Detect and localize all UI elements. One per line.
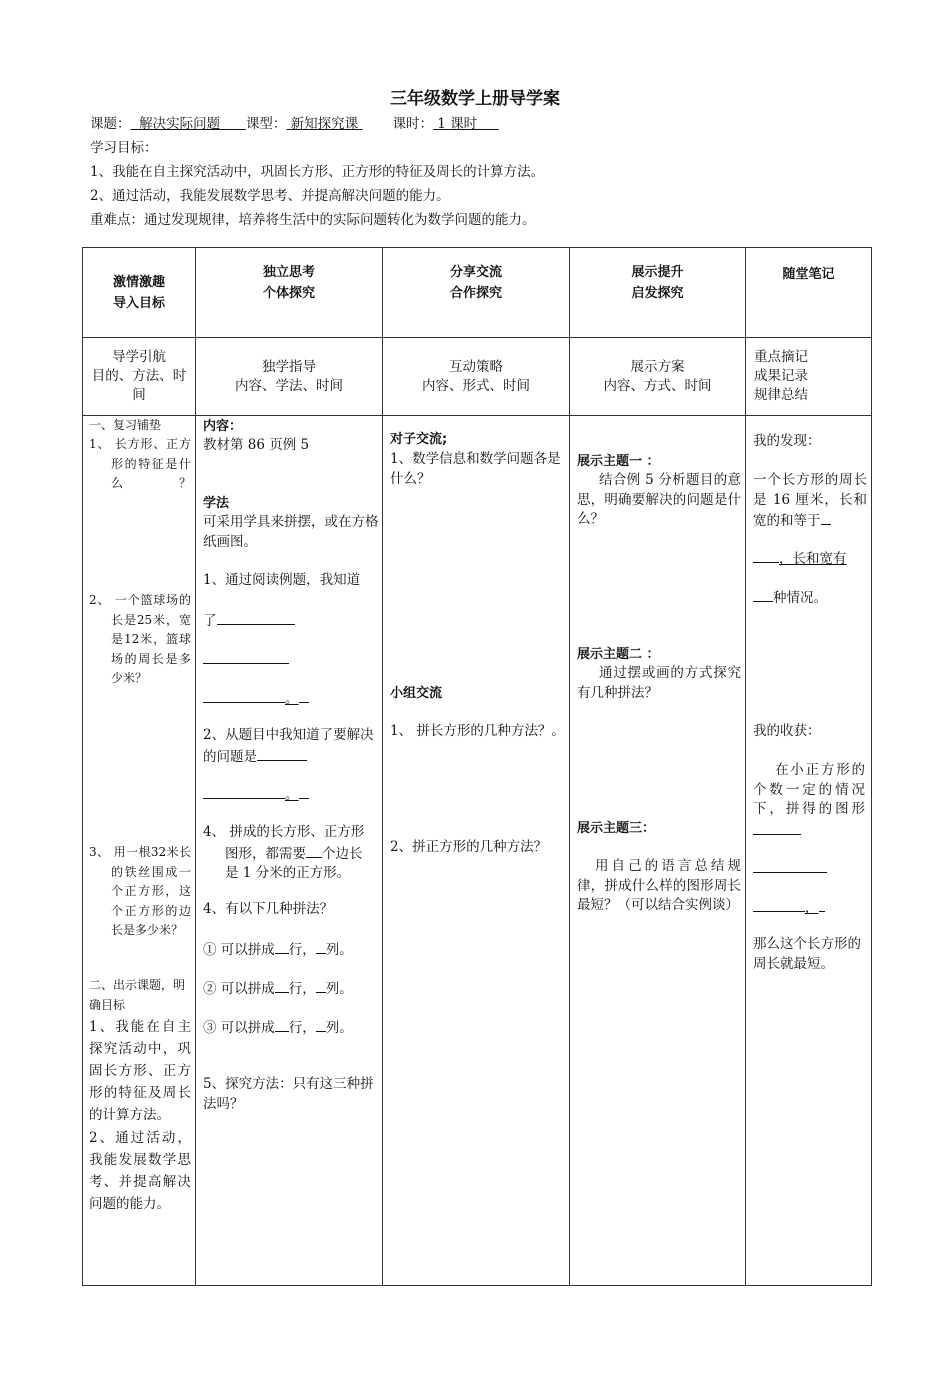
step-1-blank-line: 了 — [203, 610, 295, 632]
method-label: 学法 — [203, 496, 230, 511]
subheader-col1: 导学引航 目的、方法、时 间 — [83, 338, 196, 416]
theme-3-label: 展示主题三： — [577, 821, 656, 836]
discovery-line-3: 种情况。 — [753, 587, 827, 609]
header-col3: 分享交流 合作探究 — [383, 248, 570, 338]
step-1-blank-line-2 — [203, 649, 289, 671]
header-col1: 激情激趣 导入目标 — [83, 248, 196, 338]
theme-2-label: 展示主题二 ： — [577, 647, 660, 662]
content-col2 — [196, 416, 383, 1286]
header-row — [83, 248, 872, 338]
study-guide-table — [82, 247, 872, 1286]
theme-1-label: 展示主题一 ： — [577, 454, 660, 469]
step-1: 1、通过阅读例题，我知道 — [203, 572, 361, 588]
gain-conclusion: 那么这个长方形的周长就最短。 — [753, 936, 861, 972]
subheader-col4: 展示方案 内容、方式、时间 — [570, 338, 746, 416]
group-question-2: 2、拼正方形的几种方法？ — [390, 839, 548, 855]
method-text: 可采用学具来拼摆，或在方格纸画图。 — [203, 514, 379, 550]
topic-value: 解决实际问题 — [139, 116, 221, 132]
objective-1: 1、我能在自主探究活动中，巩固长方形、正方形的特征及周长的计算方法。 — [90, 164, 545, 180]
header-col4: 展示提升 启发探究 — [570, 248, 746, 338]
discovery-heading: 我的发现： — [753, 433, 821, 449]
review-question-2: 2、 一个篮球场的长是25米，宽是12米，篮球场的周长是多少米？ — [89, 593, 191, 685]
topic-label: 课题： — [90, 116, 131, 132]
page-title: 三年级数学上册导学案 — [390, 89, 560, 109]
theme-1-text: 结合例 5 分析题目的意思，明确要解决的问题是什么？ — [577, 472, 741, 527]
review-question-3: 3、 用一根32米长的铁丝围成一个正方形，这个正方形的边长是多少米？ — [89, 845, 191, 937]
gain-heading: 我的收获： — [753, 723, 821, 739]
step-4-question: 4、有以下几种拼法？ — [203, 901, 334, 917]
gain-blank-line — [753, 858, 827, 880]
lesson-meta — [90, 114, 499, 134]
group-label: 小组交流 — [390, 686, 443, 701]
subheader-col3: 互动策略 内容、形式、时间 — [383, 338, 570, 416]
theme-3-text: 用自己的语言总结规律，拼成什么样的图形周长最短？（可以结合实例谈） — [577, 858, 741, 913]
gain-blank-line-2: ， — [753, 897, 825, 919]
step-2-blank-line: 。 — [203, 784, 309, 806]
review-heading: 一、复习铺垫 — [89, 418, 162, 432]
content-row — [83, 416, 872, 1286]
gain-text: 在小正方形的个数一定的情况下，拼得的图形 — [753, 761, 865, 841]
period-label: 课时： — [392, 116, 433, 132]
option-1: ① 可以拼成 行， 列。 — [203, 939, 353, 961]
intro-goal-1: 1、我能在自主探究活动中，巩固长方形、正方形的特征及周长的计算方法。 — [89, 1019, 191, 1123]
intro-heading: 二、出示课题，明确目标 — [89, 978, 186, 1012]
pair-question: 1、数学信息和数学问题各是什么？ — [390, 451, 561, 487]
step-5: 5、探究方法：只有这三种拼法吗？ — [203, 1076, 374, 1112]
objective-2: 2、通过活动，我能发展数学思考、并提高解决问题的能力。 — [90, 188, 450, 204]
subheader-col2: 独学指导 内容、学法、时间 — [196, 338, 383, 416]
option-3: ③ 可以拼成 行， 列。 — [203, 1017, 353, 1039]
content-text: 教材第 86 页例 5 — [203, 437, 310, 453]
step-1-blank-line-3: 。 — [203, 688, 309, 710]
content-label: 内容： — [203, 419, 243, 434]
type-value: 新知探究课 — [290, 116, 359, 132]
content-col4 — [570, 416, 746, 1286]
step-2: 2、从题目中我知道了要解决的问题是 — [203, 727, 374, 765]
content-col3 — [383, 416, 570, 1286]
content-col1 — [83, 416, 196, 1286]
subheader-row — [83, 338, 872, 416]
step-4: 4、 拼成的长方形、正方形 图形，都需要 个边长 是 1 分米的正方形。 — [203, 824, 365, 881]
period-value: 1 课时 — [437, 116, 478, 132]
header-col5: 随堂笔记 — [746, 248, 872, 338]
subheader-col5: 重点摘记 成果记录 规律总结 — [746, 338, 872, 416]
discovery-text: 一个长方形的周长是 16 厘米，长和宽的和等于 — [753, 472, 867, 529]
option-2: ② 可以拼成 行， 列。 — [203, 978, 353, 1000]
header-col2: 独立思考 个体探究 — [196, 248, 383, 338]
objectives-heading: 学习目标： — [90, 140, 158, 156]
type-label: 课型： — [245, 116, 287, 132]
intro-goal-2: 2、通过活动，我能发展数学思考、并提高解决问题的能力。 — [89, 1130, 191, 1212]
group-question-1: 1、 拼长方形的几种方法？。 — [390, 723, 565, 739]
discovery-line-2: ，长和宽有 — [753, 548, 847, 570]
review-question-1: 1、 长方形、正方形的特征是什么？ — [89, 437, 191, 490]
pair-label: 对子交流; — [390, 432, 448, 447]
key-points: 重难点：通过发现规律，培养将生活中的实际问题转化为数学问题的能力。 — [90, 212, 536, 228]
content-col5 — [746, 416, 872, 1286]
theme-2-text: 通过摆或画的方式探究有几种拼法？ — [577, 665, 741, 701]
